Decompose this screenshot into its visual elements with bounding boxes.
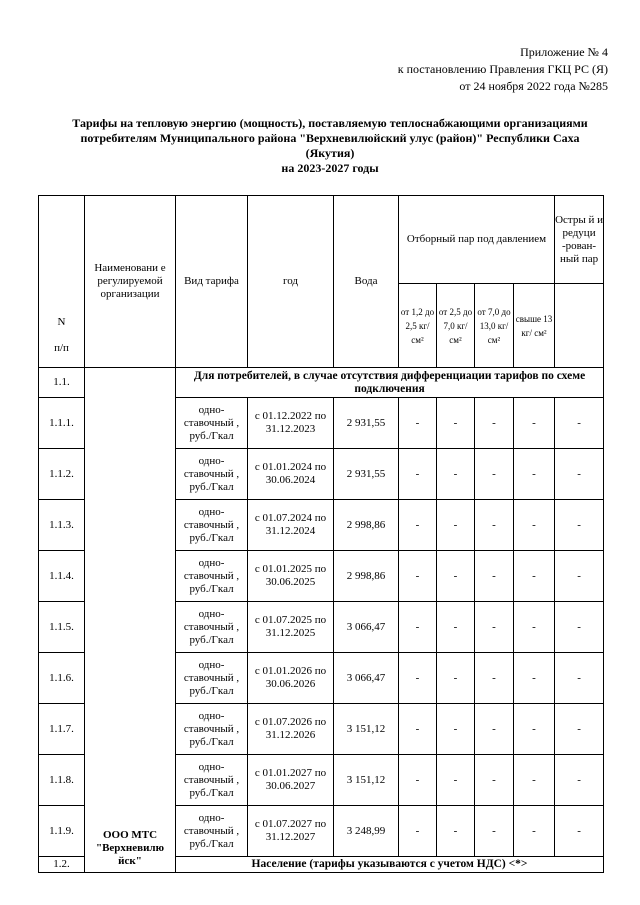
row-dash: - — [475, 500, 514, 551]
header-n: N — [57, 316, 66, 328]
organization-name: ООО МТС "Верхневилю йск" — [85, 368, 176, 873]
header-steam-2: от 2,5 до 7,0 кг/ см² — [437, 284, 475, 368]
row-dash: - — [514, 500, 555, 551]
row-dash: - — [399, 602, 437, 653]
row-period: с 01.01.2026 по 30.06.2026 — [248, 653, 334, 704]
row-period: с 01.07.2025 по 31.12.2025 — [248, 602, 334, 653]
row-water: 2 931,55 — [334, 449, 399, 500]
row-dash: - — [475, 551, 514, 602]
row-dash: - — [555, 653, 604, 704]
row-water: 2 998,86 — [334, 551, 399, 602]
row-dash: - — [514, 449, 555, 500]
row-dash: - — [399, 551, 437, 602]
section-1-number: 1.1. — [39, 368, 85, 398]
appendix-line-1: Приложение № 4 — [520, 45, 608, 59]
row-tariff-type: одно- ставочный , руб./Гкал — [176, 551, 248, 602]
row-dash: - — [437, 806, 475, 857]
row-dash: - — [475, 653, 514, 704]
title-line-1: Тарифы на тепловую энергию (мощность), поставляемую теплоснабжающими организациями — [72, 116, 588, 130]
row-dash: - — [475, 398, 514, 449]
row-tariff-type: одно- ставочный , руб./Гкал — [176, 653, 248, 704]
row-dash: - — [475, 704, 514, 755]
row-dash: - — [555, 449, 604, 500]
row-dash: - — [399, 704, 437, 755]
row-dash: - — [437, 551, 475, 602]
row-dash: - — [399, 653, 437, 704]
row-dash: - — [514, 704, 555, 755]
row-dash: - — [555, 602, 604, 653]
row-dash: - — [437, 755, 475, 806]
row-number: 1.1.2. — [39, 449, 85, 500]
row-period: с 01.01.2027 по 30.06.2027 — [248, 755, 334, 806]
row-dash: - — [514, 551, 555, 602]
row-dash: - — [475, 806, 514, 857]
title-line-4: на 2023-2027 годы — [281, 161, 379, 175]
row-period: с 01.07.2027 по 31.12.2027 — [248, 806, 334, 857]
row-number: 1.1.4. — [39, 551, 85, 602]
row-dash: - — [437, 449, 475, 500]
appendix-line-3: от 24 ноября 2022 года №285 — [459, 79, 608, 93]
row-tariff-type: одно- ставочный , руб./Гкал — [176, 806, 248, 857]
row-period: с 01.12.2022 по 31.12.2023 — [248, 398, 334, 449]
row-dash: - — [399, 500, 437, 551]
row-period: с 01.01.2025 по 30.06.2025 — [248, 551, 334, 602]
header-water: Вода — [334, 196, 399, 368]
row-number: 1.1.1. — [39, 398, 85, 449]
row-tariff-type: одно- ставочный , руб./Гкал — [176, 449, 248, 500]
section-1-label: Для потребителей, в случае отсутствия дифференциации тарифов по схеме подключения — [176, 368, 604, 398]
row-dash: - — [399, 398, 437, 449]
row-dash: - — [555, 806, 604, 857]
appendix-line-2: к постановлению Правления ГКЦ РС (Я) — [397, 62, 608, 76]
row-water: 3 066,47 — [334, 602, 399, 653]
row-dash: - — [514, 806, 555, 857]
row-number: 1.1.9. — [39, 806, 85, 857]
row-tariff-type: одно- ставочный , руб./Гкал — [176, 755, 248, 806]
row-dash: - — [437, 653, 475, 704]
row-number: 1.1.5. — [39, 602, 85, 653]
tariff-table — [38, 195, 604, 873]
row-dash: - — [555, 500, 604, 551]
header-number — [39, 196, 85, 368]
row-period: с 01.01.2024 по 30.06.2024 — [248, 449, 334, 500]
row-water: 2 931,55 — [334, 398, 399, 449]
row-dash: - — [399, 806, 437, 857]
row-dash: - — [555, 704, 604, 755]
header-sharp-empty — [555, 284, 604, 368]
row-water: 3 066,47 — [334, 653, 399, 704]
row-period: с 01.07.2026 по 31.12.2026 — [248, 704, 334, 755]
header-organization: Наименовани е регулируемой организации — [85, 196, 176, 368]
section-2-number: 1.2. — [39, 857, 85, 873]
row-number: 1.1.8. — [39, 755, 85, 806]
row-dash: - — [399, 755, 437, 806]
row-water: 2 998,86 — [334, 500, 399, 551]
row-dash: - — [437, 602, 475, 653]
row-water: 3 151,12 — [334, 755, 399, 806]
row-number: 1.1.7. — [39, 704, 85, 755]
row-tariff-type: одно- ставочный , руб./Гкал — [176, 704, 248, 755]
row-dash: - — [514, 602, 555, 653]
header-year: год — [248, 196, 334, 368]
row-dash: - — [555, 398, 604, 449]
row-dash: - — [399, 449, 437, 500]
row-dash: - — [514, 398, 555, 449]
row-dash: - — [437, 500, 475, 551]
header-steam: Отборный пар под давлением — [399, 196, 555, 284]
document-title — [40, 116, 620, 176]
row-number: 1.1.6. — [39, 653, 85, 704]
header-np: п/п — [54, 342, 69, 354]
row-dash: - — [514, 755, 555, 806]
row-dash: - — [555, 755, 604, 806]
section-2-label: Население (тарифы указываются с учетом НДС) <*> — [176, 857, 604, 873]
title-line-2: потребителям Муниципального района "Верхневилюйский улус (район)" Республики Саха — [80, 131, 580, 145]
row-number: 1.1.3. — [39, 500, 85, 551]
row-dash: - — [514, 653, 555, 704]
row-dash: - — [475, 449, 514, 500]
appendix-header — [398, 44, 608, 95]
row-tariff-type: одно- ставочный , руб./Гкал — [176, 602, 248, 653]
row-water: 3 151,12 — [334, 704, 399, 755]
row-water: 3 248,99 — [334, 806, 399, 857]
row-period: с 01.07.2024 по 31.12.2024 — [248, 500, 334, 551]
row-tariff-type: одно- ставочный , руб./Гкал — [176, 500, 248, 551]
header-steam-1: от 1,2 до 2,5 кг/ см² — [399, 284, 437, 368]
row-tariff-type: одно- ставочный , руб./Гкал — [176, 398, 248, 449]
header-steam-4: свыше 13 кг/ см² — [514, 284, 555, 368]
table-body — [39, 368, 604, 873]
row-dash: - — [475, 755, 514, 806]
row-dash: - — [437, 704, 475, 755]
row-dash: - — [475, 602, 514, 653]
title-line-3: (Якутия) — [305, 146, 355, 160]
row-dash: - — [555, 551, 604, 602]
header-tariff-type: Вид тарифа — [176, 196, 248, 368]
header-sharp-steam: Остры й и редуци -рован- ный пар — [555, 196, 604, 284]
header-steam-3: от 7,0 до 13,0 кг/ см² — [475, 284, 514, 368]
row-dash: - — [437, 398, 475, 449]
